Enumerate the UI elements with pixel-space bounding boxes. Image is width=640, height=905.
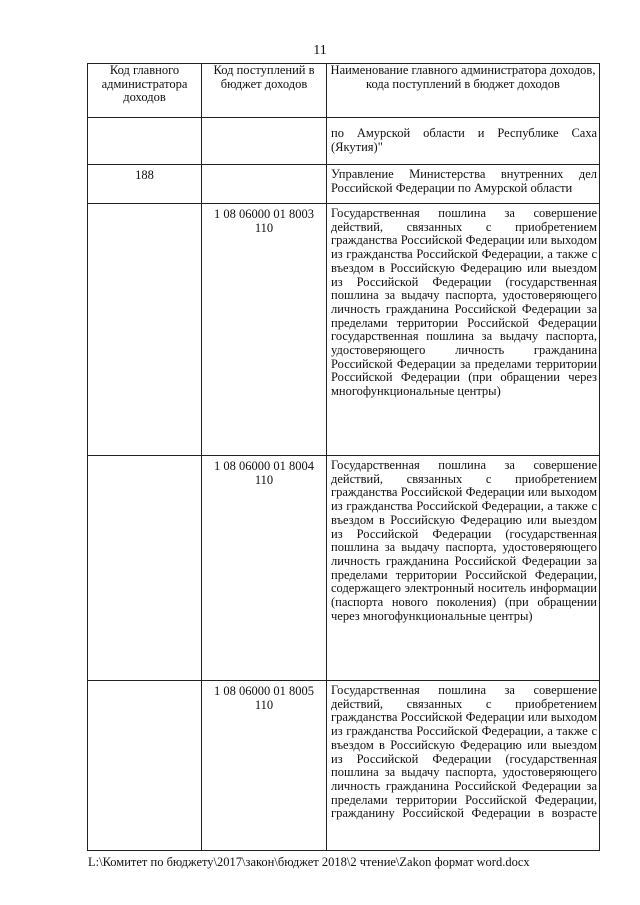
revenue-code-cell: 1 08 06000 01 8003 110 [202,204,327,456]
admin-code-cell [88,456,202,681]
revenue-code-cell: 1 08 06000 01 8005 110 [202,681,327,851]
table-row [88,681,600,851]
admin-code-cell [88,118,202,165]
header-admin-code: Код главного администратора доходов [88,64,202,118]
admin-code-cell [88,204,202,456]
revenue-code-cell [202,118,327,165]
name-cell: Государственная пошлина за совершение действий, связанных с приобретением гражданства Российской Федерации или выходом из гражданства Российской Федерации, а также с въездом в Российскую Федерацию или выездом из Российской Федерации (государственная пошлина за выдачу паспорта, удостоверяющего личность гражданина Российской Федерации за пределами территории Российской Федерации, содержащего электронный носитель информации (паспорта нового поколения) (при обращении через многофункциональные центры) [327,456,600,681]
name-cell: Государственная пошлина за совершение действий, связанных с приобретением гражданства Российской Федерации или выходом из гражданства Российской Федерации, а также с въездом в Российскую Федерацию или выездом из Российской Федерации (государственная пошлина за выдачу паспорта, удостоверяющего личность гражданина Российской Федерации за пределами территории Российской Федерации государственная пошлина за выдачу паспорта, удостоверяющего личность гражданина Российской Федерации за пределами территории Российской Федерации (при обращении через многофункциональные центры) [327,204,600,456]
revenue-administrators-table [87,63,600,851]
table-row [88,456,600,681]
revenue-code-cell [202,165,327,204]
table-row [88,204,600,456]
table-row [88,165,600,204]
header-name: Наименование главного администратора доходов, кода поступлений в бюджет доходов [327,64,600,118]
admin-code-cell: 188 [88,165,202,204]
table-row [88,118,600,165]
footer-file-path: L:\Комитет по бюджету\2017\закон\бюджет 2018\2 чтение\Zakon формат word.docx [88,855,530,869]
admin-code-cell [88,681,202,851]
name-cell: Государственная пошлина за совершение действий, связанных с приобретением гражданства Российской Федерации или выходом из гражданства Российской Федерации, а также с въездом в Российскую Федерацию или выездом из Российской Федерации (государственная пошлина за выдачу паспорта, удостоверяющего личность гражданина Российской Федерации за пределами территории Российской Федерации, гражданину Российской Федерации в возрасте [327,681,600,851]
name-cell: по Амурской области и Республике Саха (Якутия)" [327,118,600,165]
revenue-code-cell: 1 08 06000 01 8004 110 [202,456,327,681]
table-header-row [88,64,600,118]
header-revenue-code: Код поступлений в бюджет доходов [202,64,327,118]
name-cell: Управление Министерства внутренних дел Российской Федерации по Амурской области [327,165,600,204]
page-number: 11 [313,43,327,58]
